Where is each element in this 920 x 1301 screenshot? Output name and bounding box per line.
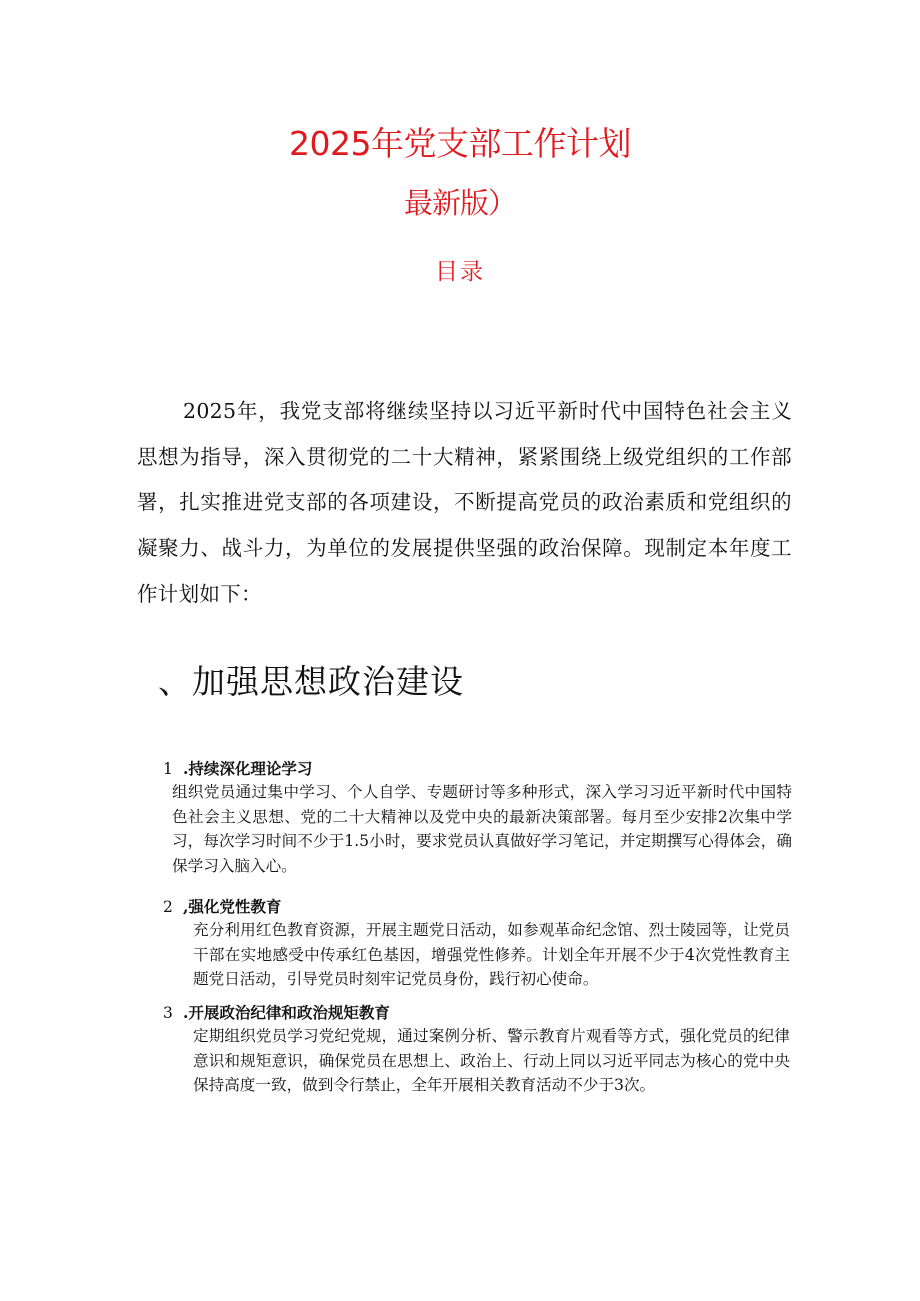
plan-item-separator: . — [183, 1003, 189, 1022]
plan-item-heading — [163, 896, 803, 918]
plan-item — [163, 1002, 803, 1098]
plan-item-title: 开展政治纪律和政治规矩教育 — [188, 1004, 390, 1022]
plan-item-number: 2 — [163, 898, 173, 916]
plan-item-separator: . — [183, 759, 189, 778]
plan-item-title: 强化党性教育 — [188, 898, 282, 916]
table-of-contents-label: 目录 — [435, 259, 485, 285]
plan-item-title: 持续深化理论学习 — [188, 760, 313, 778]
plan-item-number: 3 — [163, 1004, 173, 1022]
plan-item — [163, 896, 803, 992]
plan-item-heading — [163, 1002, 803, 1024]
plan-item — [163, 758, 803, 878]
document-title: 2025年党支部工作计划 — [289, 124, 631, 163]
plan-item-number: 1 — [163, 760, 173, 778]
plan-item-body: 组织党员通过集中学习、个人自学、专题研讨等多种形式，深入学习习近平新时代中国特色社会主义思想、党的二十大精神以及党中央的最新决策部署。每月至少安排2次集中学习，每次学习时间不少于1.5小时，要求党员认真做好学习笔记，并定期撰写心得体会，确保学习入脑入心。 — [172, 783, 792, 875]
plan-item-body: 充分利用红色教育资源，开展主题党日活动，如参观革命纪念馆、烈士陵园等，让党员干部在实地感受中传承红色基因，增强党性修养。计划全年开展不少于4次党性教育主题党日活动，引导党员时刻牢记党员身份，践行初心使命。 — [193, 921, 790, 989]
plan-item-body: 定期组织党员学习党纪党规，通过案例分析、警示教育片观看等方式，强化党员的纪律意识和规矩意识，确保党员在思想上、政治上、行动上同以习近平同志为核心的党中央保持高度一致，做到令行禁止，全年开展相关教育活动不少于3次。 — [193, 1027, 790, 1095]
plan-item-heading — [163, 758, 803, 780]
plan-item-separator: , — [183, 897, 189, 916]
document-subtitle: 最新版） — [403, 186, 516, 220]
section-heading: 、加强思想政治建设 — [158, 662, 464, 701]
intro-paragraph: 2025年，我党支部将继续坚持以习近平新时代中国特色社会主义思想为指导，深入贯彻党的二十大精神，紧紧围绕上级党组织的工作部署，扎实推进党支部的各项建设，不断提高党员的政治素质和党组织的凝聚力、战斗力，为单位的发展提供坚强的政治保障。现制定本年度工作计划如下： — [137, 399, 792, 606]
